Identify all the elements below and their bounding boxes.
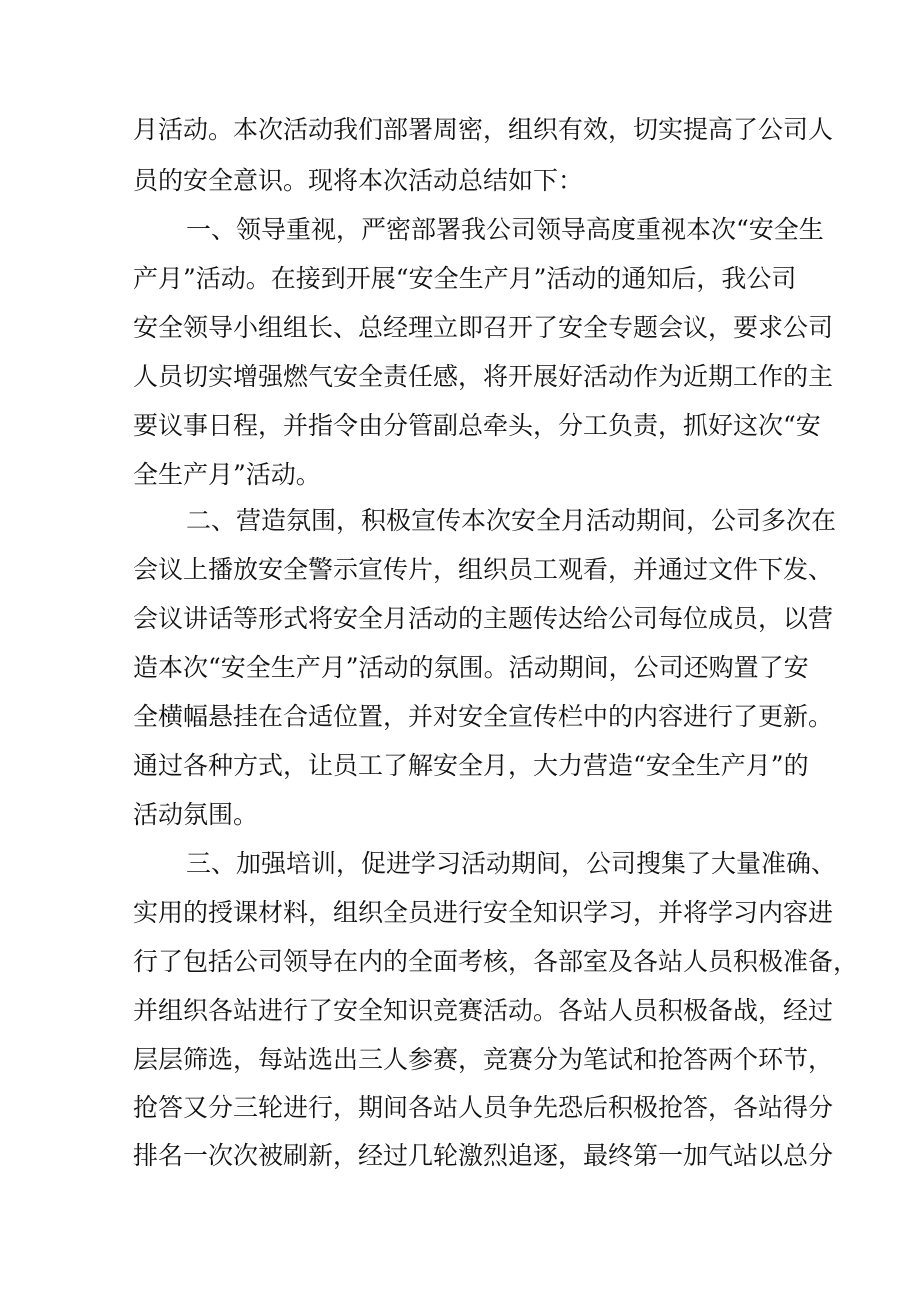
- paragraph-start-line: 二、营造氛围，积极宣传本次安全月活动期间，公司多次在: [186, 506, 837, 535]
- text-line: 会议讲话等形式将安全月活动的主题传达给公司每位成员，以营: [133, 604, 834, 633]
- text-line: 活动氛围。: [133, 800, 259, 829]
- text-line: 月活动。本次活动我们部署周密，组织有效，切实提高了公司人: [133, 115, 834, 144]
- text-line: 通过各种方式，让员工了解安全月，大力营造“安全生产月”的: [133, 751, 809, 780]
- text-line: 会议上播放安全警示宣传片，组织员工观看，并通过文件下发、: [133, 555, 834, 584]
- text-line: 抢答又分三轮进行，期间各站人员争先恐后积极抢答，各站得分: [133, 1093, 834, 1122]
- text-line: 安全领导小组组长、总经理立即召开了安全专题会议，要求公司: [133, 313, 834, 342]
- text-line: 层层筛选，每站选出三人参赛，竞赛分为笔试和抢答两个环节，: [133, 1045, 834, 1074]
- text-line: 要议事日程，并指令由分管副总牵头，分工负责，抓好这次“安: [133, 411, 821, 440]
- text-line: 全横幅悬挂在合适位置，并对安全宣传栏中的内容进行了更新。: [133, 702, 834, 731]
- text-line: 实用的授课材料，组织全员进行安全知识学习，并将学习内容进: [133, 898, 834, 927]
- paragraph-start-line: 三、加强培训，促进学习活动期间，公司搜集了大量准确、: [186, 849, 837, 878]
- text-line: 并组织各站进行了安全知识竞赛活动。各站人员积极备战，经过: [133, 996, 834, 1025]
- text-line: 行了包括公司领导在内的全面考核，各部室及各站人员积极准备，: [133, 947, 859, 976]
- text-line: 产月”活动。在接到开展“安全生产月”活动的通知后，我公司: [133, 264, 797, 293]
- text-line: 排名一次次被刷新，经过几轮激烈追逐，最终第一加气站以总分: [133, 1141, 834, 1170]
- text-line: 员的安全意识。现将本次活动总结如下：: [133, 166, 584, 195]
- text-line: 人员切实增强燃气安全责任感，将开展好活动作为近期工作的主: [133, 362, 834, 391]
- text-line: 造本次“安全生产月”活动的氛围。活动期间，公司还购置了安: [133, 653, 809, 682]
- text-line: 全生产月”活动。: [133, 460, 321, 489]
- paragraph-start-line: 一、领导重视，严密部署我公司领导高度重视本次“安全生: [186, 215, 824, 244]
